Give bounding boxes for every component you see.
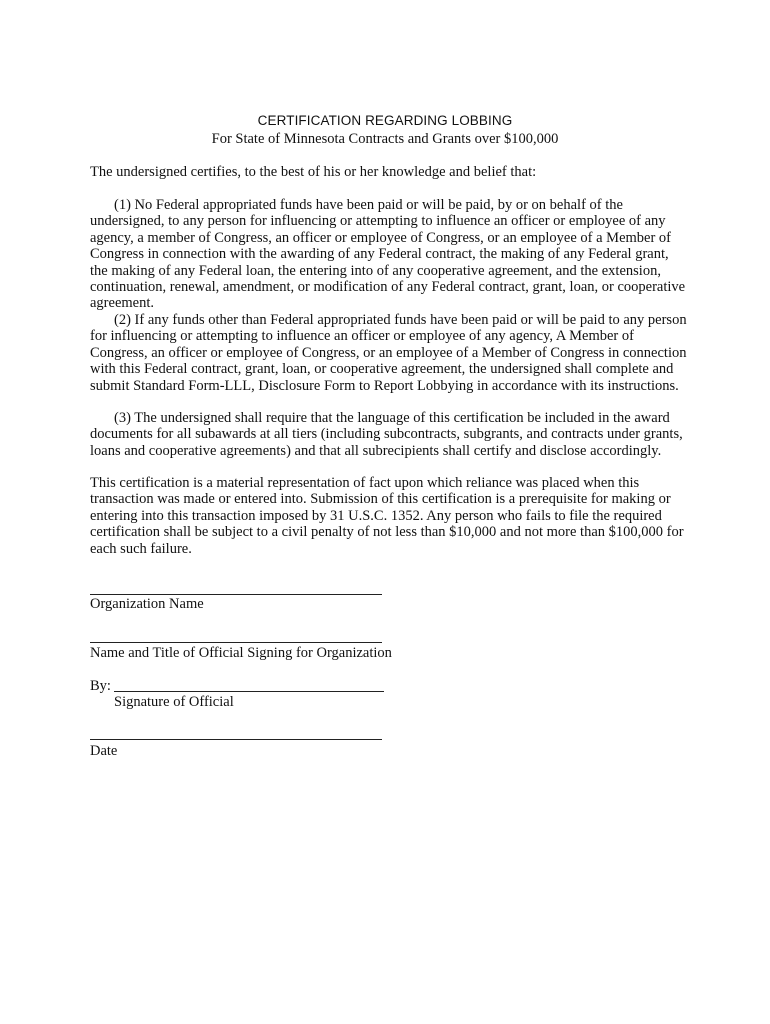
date-label: Date <box>90 743 118 759</box>
date-line[interactable] <box>90 739 382 740</box>
by-label: By: <box>90 678 111 694</box>
signature-label: Signature of Official <box>114 694 234 710</box>
document-subtitle: For State of Minnesota Contracts and Grants over $100,000 <box>211 131 559 147</box>
certification-statement: This certification is a material representation of fact upon which reliance was placed when this transaction was made or entered into. Submission of this certification is a prerequisite for making or entering into this transaction imposed by 31 U.S.C. 1352. Any person who fails to file the required certification shall be subject to a civil penalty of not less than $10,000 and not more than $100,000 for each such failure. <box>90 475 684 557</box>
document-title: CERTIFICATION REGARDING LOBBING <box>257 113 513 128</box>
clause-1: (1) No Federal appropriated funds have been paid or will be paid, by or on behalf of the undersigned, to any person for influencing or attempting to influence an officer or employee of any agency, a member of Congress, an officer or employee of Congress, or an employee of a Member of Congress in connection with the awarding of any Federal contract, the making of any Federal grant, the making of any Federal loan, the entering into of any cooperative agreement, and the extension, continuation, renewal, amendment, or modification of any Federal contract, grant, loan, or cooperative agreement. <box>90 197 686 312</box>
organization-name-label: Organization Name <box>90 596 204 612</box>
official-name-title-label: Name and Title of Official Signing for Organization <box>90 645 392 661</box>
organization-name-line[interactable] <box>90 594 382 595</box>
clause-3: (3) The undersigned shall require that the language of this certification be included in the award documents for all subawards at all tiers (including subcontracts, subgrants, and contracts under grants, loans and cooperative agreements) and that all subrecipients shall certify and disclose accordingly. <box>90 410 683 459</box>
clause-2: (2) If any funds other than Federal appropriated funds have been paid or will be paid to any person for influencing or attempting to influence an officer or employee of any agency, A Member of Congress, an officer or employee of Congress, or an employee of a Member of Congress in connection with this Federal contract, grant, loan, or cooperative agreement, the undersigned shall complete and submit Standard Form-LLL, Disclosure Form to Report Lobbying in accordance with its instructions. <box>90 312 687 394</box>
signature-line[interactable] <box>114 691 384 692</box>
intro-statement: The undersigned certifies, to the best of his or her knowledge and belief that: <box>90 164 537 180</box>
official-name-title-line[interactable] <box>90 642 382 643</box>
